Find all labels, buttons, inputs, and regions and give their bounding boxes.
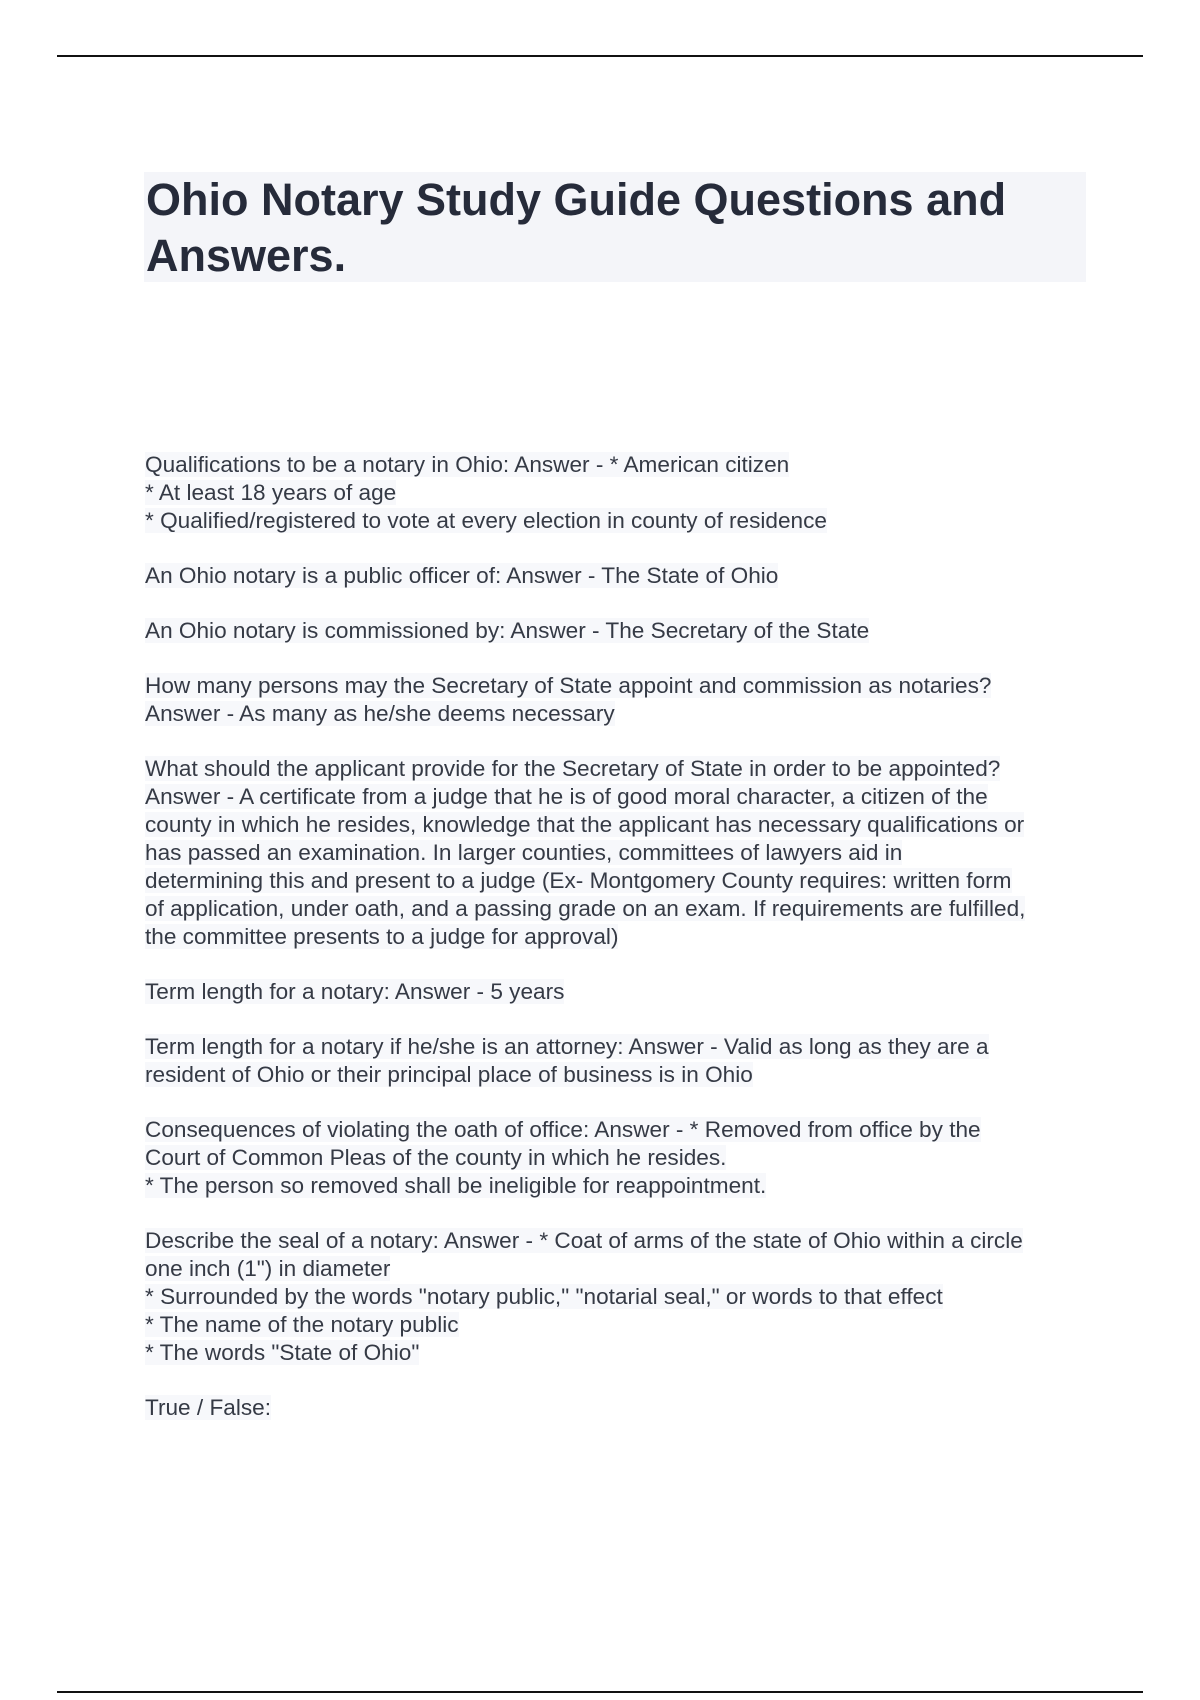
qa-item-commissioned-by <box>145 617 1105 645</box>
qa-line: county in which he resides, knowledge that the applicant has necessary qualifications or <box>145 812 1025 837</box>
qa-line: Consequences of violating the oath of office: Answer - * Removed from office by the <box>145 1117 981 1142</box>
qa-item-public-officer <box>145 562 1105 590</box>
qa-line: determining this and present to a judge (Ex- Montgomery County requires: written form <box>145 868 1012 893</box>
qa-line: Answer - As many as he/she deems necessary <box>145 701 615 726</box>
qa-line: * The person so removed shall be ineligible for reappointment. <box>145 1173 767 1198</box>
qa-item-notary-seal <box>145 1227 1105 1367</box>
qa-item-true-false <box>145 1394 1105 1422</box>
qa-line: Court of Common Pleas of the county in which he resides. <box>145 1145 727 1170</box>
qa-line: Describe the seal of a notary: Answer - * Coat of arms of the state of Ohio within a circle <box>145 1228 1023 1253</box>
qa-line: * Surrounded by the words "notary public," "notarial seal," or words to that effect <box>145 1284 943 1309</box>
qa-item-qualifications <box>145 451 1105 535</box>
footer-rule <box>57 1691 1143 1693</box>
title-line: Ohio Notary Study Guide Questions and <box>146 174 1007 225</box>
qa-item-how-many <box>145 672 1105 728</box>
qa-line: Qualifications to be a notary in Ohio: Answer - * American citizen <box>145 452 790 477</box>
qa-item-applicant-provide <box>145 755 1105 951</box>
qa-line: the committee presents to a judge for approval) <box>145 924 619 949</box>
document-title <box>146 172 1086 284</box>
qa-line: one inch (1") in diameter <box>145 1256 391 1281</box>
qa-line: How many persons may the Secretary of State appoint and commission as notaries? <box>145 673 992 698</box>
title-line: Answers. <box>146 230 347 281</box>
qa-line: True / False: <box>145 1395 271 1420</box>
qa-line: * Qualified/registered to vote at every election in county of residence <box>145 508 827 533</box>
qa-item-term-length-attorney <box>145 1033 1105 1089</box>
qa-list <box>145 451 1105 1449</box>
qa-item-violating-oath <box>145 1116 1105 1200</box>
qa-line: resident of Ohio or their principal place of business is in Ohio <box>145 1062 753 1087</box>
qa-line: has passed an examination. In larger counties, committees of lawyers aid in <box>145 840 903 865</box>
qa-line: * At least 18 years of age <box>145 480 397 505</box>
qa-line: An Ohio notary is commissioned by: Answer - The Secretary of the State <box>145 618 870 643</box>
qa-item-term-length <box>145 978 1105 1006</box>
qa-line: What should the applicant provide for the Secretary of State in order to be appointed? <box>145 756 1001 781</box>
qa-line: * The name of the notary public <box>145 1312 459 1337</box>
qa-line: Answer - A certificate from a judge that he is of good moral character, a citizen of the <box>145 784 988 809</box>
header-rule <box>57 55 1143 57</box>
qa-line: An Ohio notary is a public officer of: Answer - The State of Ohio <box>145 563 779 588</box>
qa-line: of application, under oath, and a passing grade on an exam. If requirements are fulfilled, <box>145 896 1026 921</box>
qa-line: * The words "State of Ohio" <box>145 1340 420 1365</box>
qa-line: Term length for a notary if he/she is an attorney: Answer - Valid as long as they are a <box>145 1034 989 1059</box>
qa-line: Term length for a notary: Answer - 5 years <box>145 979 565 1004</box>
